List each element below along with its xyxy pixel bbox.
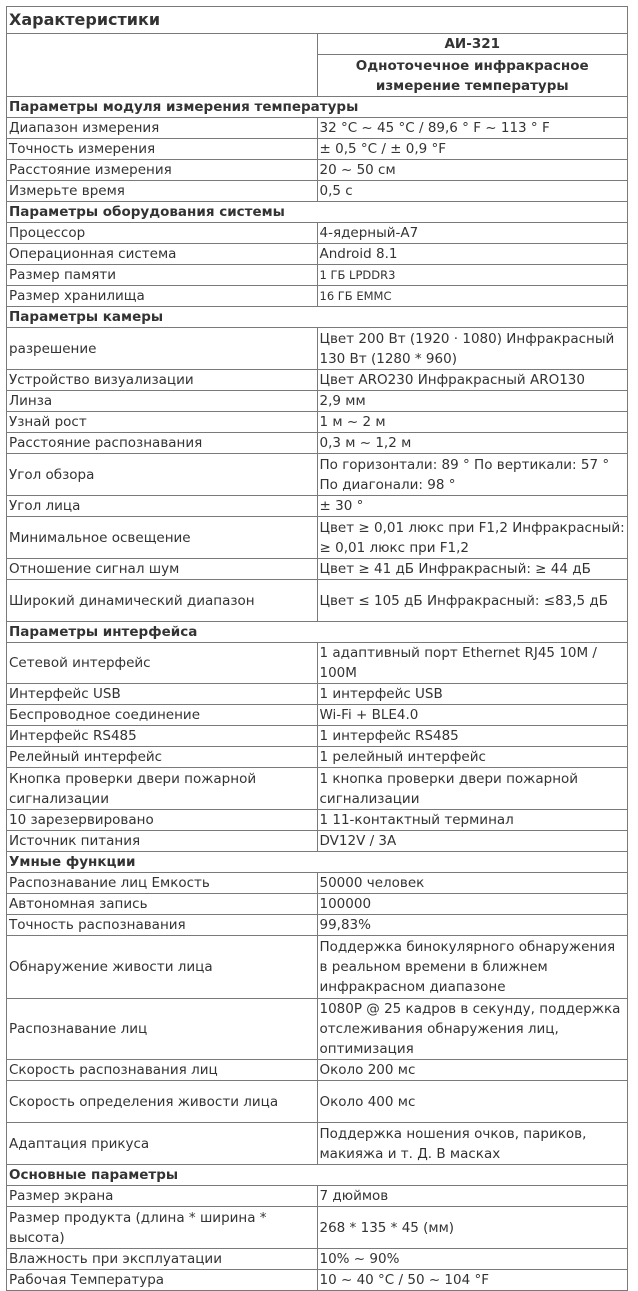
spec-value: 7 дюймов — [317, 1186, 628, 1207]
model-name: АИ-321 — [317, 34, 628, 55]
spec-label: 10 зарезервировано — [7, 810, 318, 831]
spec-row — [7, 517, 628, 559]
section-header-row — [7, 852, 628, 873]
spec-row — [7, 643, 628, 684]
spec-label: Устройство визуализации — [7, 370, 318, 391]
spec-row — [7, 433, 628, 454]
spec-row — [7, 1249, 628, 1270]
spec-label: Точность распознавания — [7, 915, 318, 936]
spec-value: 1 кнопка проверки двери пожарной сигнализации — [317, 768, 628, 810]
spec-label: Размер хранилища — [7, 286, 318, 307]
spec-label: Источник питания — [7, 831, 318, 852]
spec-label: Сетевой интерфейс — [7, 643, 318, 684]
spec-value: 1 адаптивный порт Ethernet RJ45 10M / 100M — [317, 643, 628, 684]
spec-label: Размер экрана — [7, 1186, 318, 1207]
spec-value: Цвет 200 Вт (1920 · 1080) Инфракрасный 130 Вт (1280 * 960) — [317, 328, 628, 370]
spec-row — [7, 768, 628, 810]
spec-label: Узнай рост — [7, 412, 318, 433]
spec-label: Угол лица — [7, 496, 318, 517]
spec-value: 20 ~ 50 см — [317, 160, 628, 181]
spec-value: DV12V / 3A — [317, 831, 628, 852]
spec-value: ± 0,5 °C / ± 0,9 °F — [317, 139, 628, 160]
spec-label: разрешение — [7, 328, 318, 370]
spec-value: 268 * 135 * 45 (мм) — [317, 1207, 628, 1249]
spec-row — [7, 286, 628, 307]
spec-row — [7, 412, 628, 433]
spec-row — [7, 894, 628, 915]
spec-value: 50000 человек — [317, 873, 628, 894]
spec-label: Скорость распознавания лиц — [7, 1060, 318, 1081]
spec-value: Поддержка ношения очков, париков, макияжа и т. Д. В масках — [317, 1123, 628, 1165]
spec-label: Интерфейс USB — [7, 684, 318, 705]
spec-row — [7, 223, 628, 244]
section-heading: Основные параметры — [7, 1165, 628, 1186]
spec-label: Размер памяти — [7, 265, 318, 286]
section-header-row — [7, 97, 628, 118]
spec-row — [7, 936, 628, 999]
spec-row — [7, 1081, 628, 1123]
spec-label: Автономная запись — [7, 894, 318, 915]
spec-row — [7, 265, 628, 286]
spec-row — [7, 915, 628, 936]
spec-row — [7, 244, 628, 265]
spec-row — [7, 160, 628, 181]
spec-label: Расстояние измерения — [7, 160, 318, 181]
spec-label: Угол обзора — [7, 454, 318, 496]
spec-row — [7, 370, 628, 391]
spec-row — [7, 684, 628, 705]
header-blank-cell — [7, 34, 318, 97]
spec-label: Релейный интерфейс — [7, 747, 318, 768]
spec-value: 0,5 с — [317, 181, 628, 202]
spec-value: Цвет ≥ 0,01 люкс при F1,2 Инфракрасный: ≥ 0,01 люкс при F1,2 — [317, 517, 628, 559]
section-header-row — [7, 202, 628, 223]
spec-value: 1 ГБ LPDDR3 — [317, 265, 628, 286]
spec-row — [7, 328, 628, 370]
spec-value: 10% ~ 90% — [317, 1249, 628, 1270]
spec-value: ± 30 ° — [317, 496, 628, 517]
spec-value: 1080P @ 25 кадров в секунду, поддержка отслеживания обнаружения лиц, оптимизация — [317, 999, 628, 1060]
spec-row — [7, 391, 628, 412]
model-description: Одноточечное инфракрасное измерение температуры — [317, 55, 628, 97]
spec-label: Обнаружение живости лица — [7, 936, 318, 999]
section-header-row — [7, 307, 628, 328]
spec-row — [7, 1270, 628, 1291]
spec-value: Цвет ARO230 Инфракрасный ARO130 — [317, 370, 628, 391]
spec-row — [7, 726, 628, 747]
section-heading: Параметры модуля измерения температуры — [7, 97, 628, 118]
spec-value: 2,9 мм — [317, 391, 628, 412]
spec-label: Влажность при эксплуатации — [7, 1249, 318, 1270]
spec-value: 1 интерфейс RS485 — [317, 726, 628, 747]
section-header-row — [7, 1165, 628, 1186]
spec-row — [7, 1123, 628, 1165]
spec-label: Точность измерения — [7, 139, 318, 160]
spec-row — [7, 831, 628, 852]
spec-value: Wi-Fi + BLE4.0 — [317, 705, 628, 726]
spec-value: 100000 — [317, 894, 628, 915]
spec-row — [7, 747, 628, 768]
spec-label: Распознавание лиц Емкость — [7, 873, 318, 894]
spec-value: 4-ядерный-A7 — [317, 223, 628, 244]
spec-label: Размер продукта (длина * ширина * высота) — [7, 1207, 318, 1249]
spec-value: Около 200 мс — [317, 1060, 628, 1081]
section-heading: Параметры интерфейса — [7, 622, 628, 643]
section-heading: Параметры камеры — [7, 307, 628, 328]
section-header-row — [7, 622, 628, 643]
section-heading: Параметры оборудования системы — [7, 202, 628, 223]
spec-label: Кнопка проверки двери пожарной сигнализации — [7, 768, 318, 810]
table-title: Характеристики — [7, 7, 628, 34]
spec-value: Около 400 мс — [317, 1081, 628, 1123]
spec-value: 1 11-контактный терминал — [317, 810, 628, 831]
spec-row — [7, 559, 628, 580]
spec-label: Беспроводное соединение — [7, 705, 318, 726]
spec-label: Минимальное освещение — [7, 517, 318, 559]
spec-value: Цвет ≥ 41 дБ Инфракрасный: ≥ 44 дБ — [317, 559, 628, 580]
spec-label: Адаптация прикуса — [7, 1123, 318, 1165]
spec-row — [7, 118, 628, 139]
spec-row — [7, 496, 628, 517]
spec-label: Интерфейс RS485 — [7, 726, 318, 747]
spec-value: 16 ГБ EMMC — [317, 286, 628, 307]
spec-row — [7, 1207, 628, 1249]
spec-value: 1 релейный интерфейс — [317, 747, 628, 768]
spec-value: По горизонтали: 89 ° По вертикали: 57 ° По диагонали: 98 ° — [317, 454, 628, 496]
spec-row — [7, 873, 628, 894]
spec-label: Рабочая Температура — [7, 1270, 318, 1291]
spec-row — [7, 139, 628, 160]
spec-label: Широкий динамический диапазон — [7, 580, 318, 622]
spec-row — [7, 999, 628, 1060]
spec-value: 1 м ~ 2 м — [317, 412, 628, 433]
spec-label: Операционная система — [7, 244, 318, 265]
spec-label: Процессор — [7, 223, 318, 244]
spec-label: Линза — [7, 391, 318, 412]
spec-row — [7, 580, 628, 622]
spec-value: 1 интерфейс USB — [317, 684, 628, 705]
spec-row — [7, 181, 628, 202]
spec-row — [7, 1060, 628, 1081]
model-row — [7, 34, 628, 55]
spec-label: Измерьте время — [7, 181, 318, 202]
spec-value: 99,83% — [317, 915, 628, 936]
spec-label: Распознавание лиц — [7, 999, 318, 1060]
spec-row — [7, 1186, 628, 1207]
spec-value: 32 °C ~ 45 °C / 89,6 ° F ~ 113 ° F — [317, 118, 628, 139]
spec-label: Скорость определения живости лица — [7, 1081, 318, 1123]
spec-value: 10 ~ 40 °C / 50 ~ 104 °F — [317, 1270, 628, 1291]
spec-value: 0,3 м ~ 1,2 м — [317, 433, 628, 454]
spec-value: Цвет ≤ 105 дБ Инфракрасный: ≤83,5 дБ — [317, 580, 628, 622]
spec-label: Отношение сигнал шум — [7, 559, 318, 580]
section-heading: Умные функции — [7, 852, 628, 873]
title-row — [7, 7, 628, 34]
spec-label: Диапазон измерения — [7, 118, 318, 139]
spec-label: Расстояние распознавания — [7, 433, 318, 454]
spec-table — [6, 6, 628, 1291]
spec-value: Android 8.1 — [317, 244, 628, 265]
spec-row — [7, 454, 628, 496]
spec-row — [7, 810, 628, 831]
spec-row — [7, 705, 628, 726]
spec-value: Поддержка бинокулярного обнаружения в реальном времени в ближнем инфракрасном диапазоне — [317, 936, 628, 999]
